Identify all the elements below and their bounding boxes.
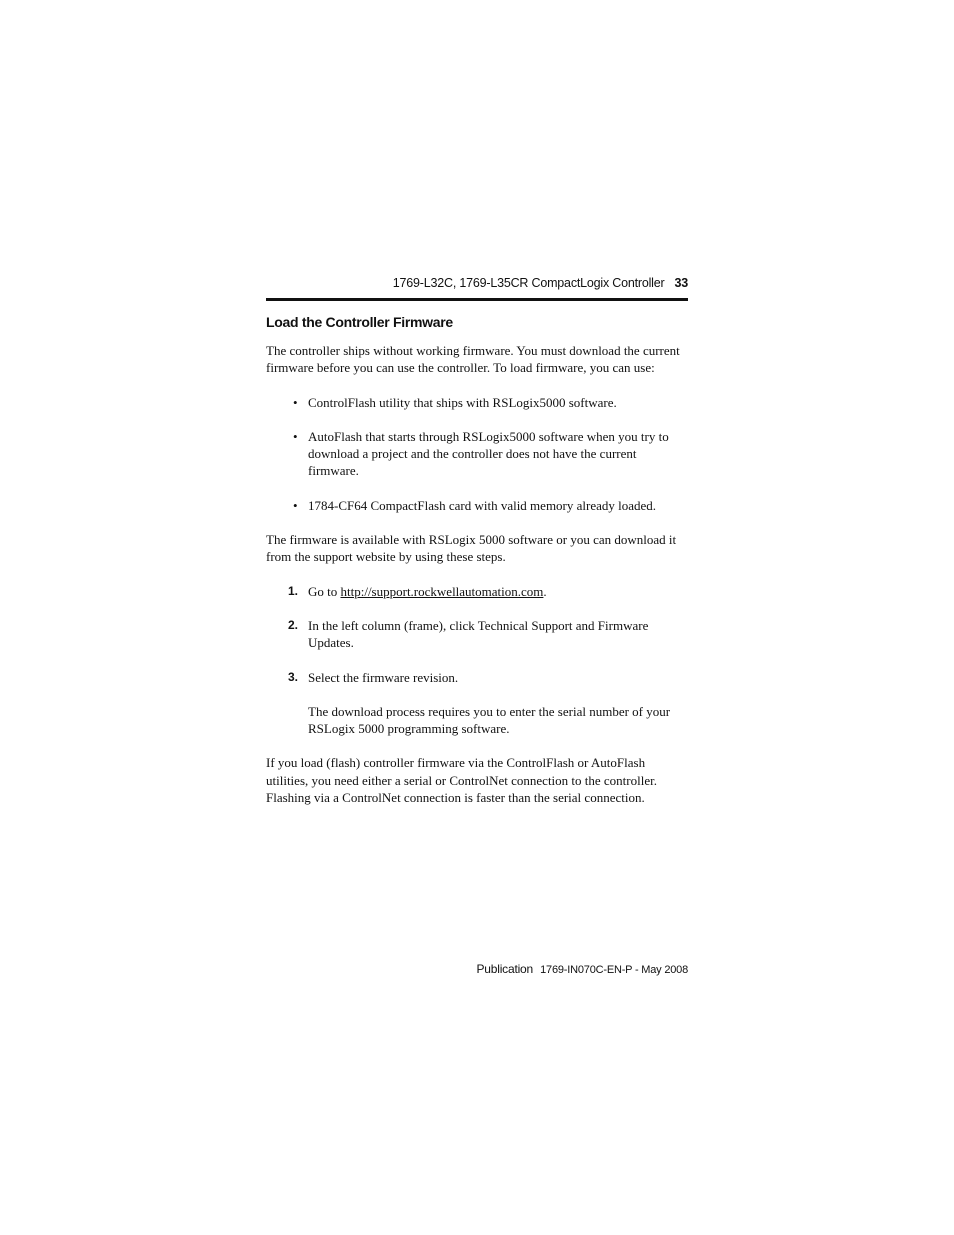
list-item: [293, 428, 688, 480]
footer-label: Publication: [476, 962, 533, 976]
list-item: [293, 497, 688, 514]
bullet-icon: •: [293, 497, 298, 513]
step-number: 1.: [288, 583, 299, 598]
page-content: [266, 312, 688, 823]
support-website-link[interactable]: http://support.rockwellautomation.com: [340, 583, 544, 599]
list-item: [293, 394, 688, 411]
list-item-text: ControlFlash utility that ships with RSLogix5000 software.: [308, 394, 617, 410]
step-text: In the left column (frame), click Technical Support and Firmware Updates.: [308, 617, 649, 651]
step-item: [288, 617, 688, 652]
bullet-icon: •: [293, 394, 298, 410]
step-number: 2.: [288, 617, 299, 632]
page-number: 33: [674, 276, 688, 290]
step-note: The download process requires you to enter the serial number of your RSLogix 5000 programming software.: [308, 703, 671, 737]
intro-paragraph: The controller ships without working firmware. You must download the current firmware before you can use the controller. To load firmware, you can use:: [266, 343, 680, 376]
running-footer: [266, 962, 688, 978]
step-item: [288, 583, 688, 600]
header-rule: [266, 298, 688, 301]
step-item: [288, 669, 688, 686]
step-text: Select the firmware revision.: [308, 669, 459, 685]
bullet-icon: •: [293, 428, 298, 444]
firmware-methods-list: [266, 394, 688, 514]
step-text-suffix: .: [543, 583, 547, 599]
availability-paragraph: The firmware is available with RSLogix 5000 software or you can download it from the support website by using these steps.: [266, 532, 677, 565]
publication-number: 1769-IN070C-EN-P - May 2008: [540, 964, 688, 976]
closing-paragraph: If you load (flash) controller firmware via the ControlFlash or AutoFlash utilities, you need either a serial or ControlNet connection to the controller. Flashing via a ControlNet connection is faster than the serial connection.: [266, 755, 657, 806]
download-steps-list: [266, 583, 688, 686]
list-item-text: 1784-CF64 CompactFlash card with valid memory already loaded.: [308, 497, 657, 513]
header-title: 1769-L32C, 1769-L35CR CompactLogix Controller: [392, 276, 665, 290]
list-item-text: AutoFlash that starts through RSLogix5000 software when you try to download a project and the controller does not have the current firmware.: [308, 428, 669, 479]
step-text: Go to: [308, 583, 341, 599]
section-title: Load the Controller Firmware: [266, 314, 453, 330]
running-header: [266, 276, 688, 294]
step-number: 3.: [288, 669, 299, 684]
